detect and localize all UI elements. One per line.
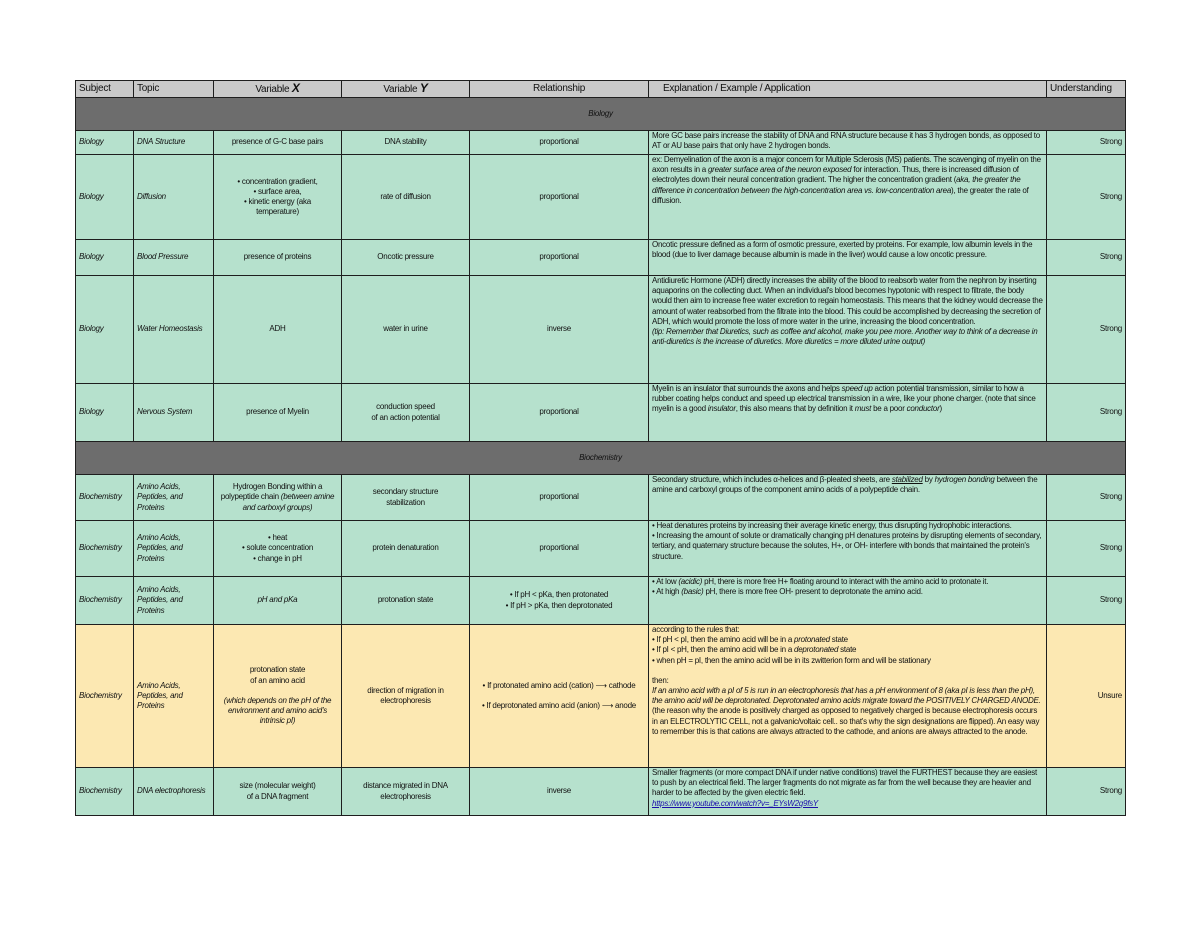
cell-subject[interactable]: Biology — [76, 240, 134, 276]
table-row — [76, 131, 1126, 155]
column-header-subject[interactable]: Subject — [76, 81, 134, 98]
cell-explanation[interactable]: according to the rules that: • If pH < pI, then the amino acid will be in a protonated state • If pI < pH, then the amino acid will be in a deprotonated state • when pH = pI, then the amino acid will be in its zwitterion form and will be stationary then: If an amino acid with a pI of 5 is run in an electrophoresis that has a pH environment of 8 (aka pI is less than the pH), the amino acid will be deprotonated. Deprotonated amino acids migrate toward the POSITIVELY CHARGED ANODE. (the reason why the anode is positively charged as opposed to negatively charged is because electrophoresis occurs in an ELECTROLYTIC CELL, not a galvanic/voltaic cell.. so that's why the sign designations are flipped). An easy way to remember this is that cations are always attracted to the cathode, and anions are always attracted to the anode. — [649, 625, 1047, 768]
cell-subject[interactable]: Biochemistry — [76, 475, 134, 521]
cell-variable-x[interactable]: size (molecular weight) of a DNA fragment — [214, 768, 342, 816]
column-header-relationship[interactable]: Relationship — [470, 81, 649, 98]
cell-understanding[interactable]: Strong — [1047, 131, 1126, 155]
cell-variable-x[interactable]: presence of proteins — [214, 240, 342, 276]
cell-topic[interactable]: Blood Pressure — [134, 240, 214, 276]
cell-variable-y[interactable]: rate of diffusion — [342, 155, 470, 240]
section-title-biology: Biology — [76, 98, 1126, 131]
table-row — [76, 155, 1126, 240]
cell-variable-y[interactable]: protonation state — [342, 577, 470, 625]
cell-explanation[interactable]: ex: Demyelination of the axon is a major concern for Multiple Sclerosis (MS) patients. The scavenging of myelin on the axon results in a greater surface area of the neuron exposed for interaction. Thus, there is increased diffusion of electrolytes down their neural concentration gradient. The higher the concentration gradient (aka, the greater the difference in concentration between the high-concentration area vs. low-concentration area), the greater the rate of diffusion. — [649, 155, 1047, 240]
cell-topic[interactable]: Amino Acids, Peptides, and Proteins — [134, 475, 214, 521]
cell-variable-y[interactable]: protein denaturation — [342, 521, 470, 577]
cell-variable-y[interactable]: DNA stability — [342, 131, 470, 155]
table-row — [76, 521, 1126, 577]
column-header-explanation[interactable]: Explanation / Example / Application — [649, 81, 1047, 98]
cell-explanation[interactable]: Secondary structure, which includes α-helices and β-pleated sheets, are stabilized by hydrogen bonding between the amine and carboxyl groups of the component amino acids of a polypeptide chain. — [649, 475, 1047, 521]
cell-explanation[interactable]: Smaller fragments (or more compact DNA if under native conditions) travel the FURTHEST because they are easiest to push by an electrical field. The larger fragments do not migrate as far from the well because they are heavier and harder to be affected by the given electric field. https://www.youtube.com/watch?v=_EYsW2q9fsY — [649, 768, 1047, 816]
study-table — [75, 80, 1126, 816]
cell-explanation[interactable]: Oncotic pressure defined as a form of osmotic pressure, exerted by proteins. For example, low albumin levels in the blood (due to liver damage because albumin is made in the liver) would cause a low oncotic pressure. — [649, 240, 1047, 276]
cell-understanding[interactable]: Strong — [1047, 155, 1126, 240]
table-row — [76, 240, 1126, 276]
cell-understanding[interactable]: Strong — [1047, 577, 1126, 625]
cell-subject[interactable]: Biochemistry — [76, 577, 134, 625]
youtube-link[interactable]: https://www.youtube.com/watch?v=_EYsW2q9fsY — [652, 798, 818, 808]
cell-variable-y[interactable]: water in urine — [342, 276, 470, 384]
section-row-biochemistry — [76, 442, 1126, 475]
cell-understanding[interactable]: Strong — [1047, 384, 1126, 442]
cell-topic[interactable]: Amino Acids, Peptides, and Proteins — [134, 625, 214, 768]
cell-subject[interactable]: Biochemistry — [76, 521, 134, 577]
cell-subject[interactable]: Biology — [76, 384, 134, 442]
column-header-topic[interactable]: Topic — [134, 81, 214, 98]
cell-variable-y[interactable]: secondary structure stabilization — [342, 475, 470, 521]
cell-subject[interactable]: Biology — [76, 155, 134, 240]
cell-topic[interactable]: Nervous System — [134, 384, 214, 442]
cell-relationship[interactable]: inverse — [470, 276, 649, 384]
cell-relationship[interactable]: proportional — [470, 521, 649, 577]
cell-explanation[interactable]: Antidiuretic Hormone (ADH) directly increases the ability of the blood to reabsorb water from the nephron by inserting aquaporins on the collecting duct. When an individual's blood becomes hypotonic with respect to filtrate, the body would then aim to increase free water excretion to regain homeostasis. This means that the kidney would decrease the amount of water reabsorbed from the filtrate into the blood. This could be accomplished by decreasing the secretion of ADH, which would promote the loss of more water in the urine, increasing the blood concentration. (tip: Remember that Diuretics, such as coffee and alcohol, make you pee more. Another way to think of a decrease in anti-diuretics is the increase of diuretics. More diuretics = more diluted urine output) — [649, 276, 1047, 384]
cell-variable-y[interactable]: direction of migration in electrophoresis — [342, 625, 470, 768]
cell-variable-y[interactable]: Oncotic pressure — [342, 240, 470, 276]
table-row — [76, 768, 1126, 816]
table-row — [76, 384, 1126, 442]
cell-explanation[interactable]: More GC base pairs increase the stability of DNA and RNA structure because it has 3 hydrogen bonds, as opposed to AT or AU base pairs that only have 2 hydrogen bonds. — [649, 131, 1047, 155]
table-row — [76, 625, 1126, 768]
cell-topic[interactable]: Diffusion — [134, 155, 214, 240]
cell-variable-x[interactable]: pH and pKa — [214, 577, 342, 625]
cell-variable-x[interactable]: • concentration gradient, • surface area, • kinetic energy (aka temperature) — [214, 155, 342, 240]
cell-relationship[interactable]: proportional — [470, 131, 649, 155]
cell-subject[interactable]: Biochemistry — [76, 768, 134, 816]
table-row — [76, 276, 1126, 384]
cell-relationship[interactable]: proportional — [470, 155, 649, 240]
cell-subject[interactable]: Biochemistry — [76, 625, 134, 768]
cell-subject[interactable]: Biology — [76, 131, 134, 155]
cell-variable-x[interactable]: Hydrogen Bonding within a polypeptide chain (between amine and carboxyl groups) — [214, 475, 342, 521]
section-title-biochemistry: Biochemistry — [76, 442, 1126, 475]
cell-understanding[interactable]: Unsure — [1047, 625, 1126, 768]
cell-variable-x[interactable]: protonation state of an amino acid (which depends on the pH of the environment and amino acid's intrinsic pI) — [214, 625, 342, 768]
cell-relationship[interactable]: • If pH < pKa, then protonated • If pH > pKa, then deprotonated — [470, 577, 649, 625]
cell-variable-x[interactable]: presence of G-C base pairs — [214, 131, 342, 155]
cell-understanding[interactable]: Strong — [1047, 521, 1126, 577]
cell-explanation[interactable]: • At low (acidic) pH, there is more free H+ floating around to interact with the amino acid to protonate it. • At high (basic) pH, there is more free OH- present to deprotonate the amino acid. — [649, 577, 1047, 625]
cell-relationship[interactable]: proportional — [470, 475, 649, 521]
cell-understanding[interactable]: Strong — [1047, 768, 1126, 816]
cell-relationship[interactable]: proportional — [470, 384, 649, 442]
cell-variable-x[interactable]: • heat • solute concentration • change in pH — [214, 521, 342, 577]
column-header-understanding[interactable]: Understanding — [1047, 81, 1126, 98]
cell-understanding[interactable]: Strong — [1047, 276, 1126, 384]
table-row — [76, 475, 1126, 521]
cell-topic[interactable]: Amino Acids, Peptides, and Proteins — [134, 521, 214, 577]
column-header-variable-x[interactable]: Variable X — [214, 81, 342, 98]
cell-understanding[interactable]: Strong — [1047, 475, 1126, 521]
table-row — [76, 577, 1126, 625]
cell-relationship[interactable]: • If protonated amino acid (cation) ⟶ cathode • If deprotonated amino acid (anion) ⟶ anode — [470, 625, 649, 768]
cell-topic[interactable]: DNA Structure — [134, 131, 214, 155]
section-row-biology — [76, 98, 1126, 131]
cell-topic[interactable]: DNA electrophoresis — [134, 768, 214, 816]
column-header-variable-y[interactable]: Variable Y — [342, 81, 470, 98]
cell-relationship[interactable]: inverse — [470, 768, 649, 816]
cell-topic[interactable]: Water Homeostasis — [134, 276, 214, 384]
cell-explanation[interactable]: • Heat denatures proteins by increasing their average kinetic energy, thus disrupting hydrophobic interactions. • Increasing the amount of solute or dramatically changing pH denatures proteins by disrupting elements of secondary, tertiary, and quaternary structure because the solutes, H+, or OH- interfere with bonds that maintained the protein's structure. — [649, 521, 1047, 577]
cell-topic[interactable]: Amino Acids, Peptides, and Proteins — [134, 577, 214, 625]
cell-relationship[interactable]: proportional — [470, 240, 649, 276]
header-row — [76, 81, 1126, 98]
cell-variable-x[interactable]: ADH — [214, 276, 342, 384]
cell-explanation[interactable]: Myelin is an insulator that surrounds the axons and helps speed up action potential transmission, similar to how a rubber coating helps conduct and speed up electrical transmission in a wire, like your phone charger. (note that since myelin is a good insulator, this also means that by definition it must be a poor conductor) — [649, 384, 1047, 442]
cell-understanding[interactable]: Strong — [1047, 240, 1126, 276]
cell-subject[interactable]: Biology — [76, 276, 134, 384]
cell-variable-x[interactable]: presence of Myelin — [214, 384, 342, 442]
cell-variable-y[interactable]: conduction speed of an action potential — [342, 384, 470, 442]
cell-variable-y[interactable]: distance migrated in DNA electrophoresis — [342, 768, 470, 816]
